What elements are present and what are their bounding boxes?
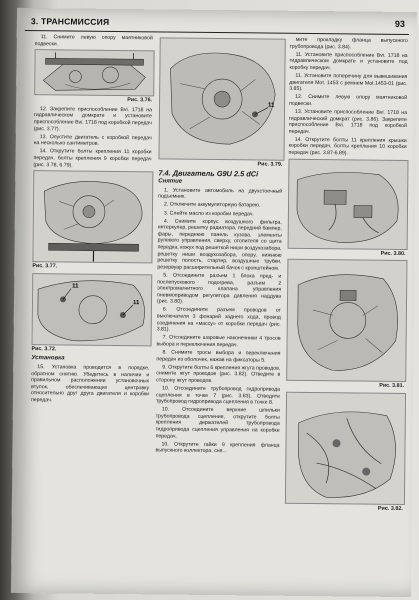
engine-side-illustration bbox=[160, 38, 285, 159]
page-header bbox=[25, 14, 409, 35]
paragraph: 14. Открутите болты крепления 11 коробки передач, болты крепления 9 коробки передач (рис. 3.78, 6.79). bbox=[33, 148, 152, 169]
left-column bbox=[31, 34, 153, 406]
paragraph: 5. Отсоедините разъем 1 блока пред- и послепускового подогрева, разъем 2 электромагнитного клапана управления пневмоприводом регулятора давления наддува (рис. 3.80). bbox=[156, 272, 282, 305]
book-page bbox=[11, 8, 417, 597]
paragraph: 6. Отсоедините разъем проводов от выключателя 3 фонарей заднего хода, провод соединения на «массу» от коробки передач (рис. 3.81). bbox=[156, 306, 281, 333]
figure-caption: Рис. 3.82. bbox=[377, 505, 403, 512]
paragraph: 10. Отсоедините трубопровод гидропривода сцепления в точке 7 (рис. 3.83). Отведите трубопровод гидропривода сцепления в точке 8. bbox=[155, 385, 281, 406]
figure-caption: Рис. 3.72. bbox=[31, 345, 57, 353]
figure-gearbox-bolts bbox=[32, 273, 153, 346]
paragraph: 1. Установите автомобиль на двухстоечный подъемник. bbox=[158, 187, 283, 201]
paragraph: 4. Снимите корпус воздушного фильтра, интеркулер, решетку радиатора, передний бампер, фары, переднюю панель кузова, элементы рулевого управления, сверху, отопителя со щита передка, кожух под решеткой ниши воздухозабора, решетку ниши воздухозабора, опору, нижнюю решетку полость, стартер, воздушные трубки, резервуар расширительный бачок с кронштейном. bbox=[157, 218, 282, 272]
paragraph: 12. Закрепите приспособление Bvi. 1718 на гидравлическом домкрате и установите приспособление Bvi. 1718 под коробкой передач (рис. 3.77). bbox=[33, 105, 153, 132]
figure-reverse-switch bbox=[286, 259, 407, 382]
paragraph: 9. Открутите болты 6 крепления жгута проводов, снимите жгут проводов (рис. 3.82). Отведите в сторону жгут проводов. bbox=[156, 364, 281, 384]
figure-caption: Рис. 3.76. bbox=[127, 97, 153, 104]
figure-caption: Рис. 3.79. bbox=[257, 161, 283, 168]
callout-label: 11 bbox=[72, 283, 79, 290]
paragraph: 8. Снимите тросы выбора и переключения передач из оболочек, нажав на фиксаторы 5. bbox=[156, 349, 281, 364]
paragraph: 12. Снимите левую опору маятниковой подвески. bbox=[289, 94, 408, 107]
figure-wiring-harness bbox=[285, 392, 406, 505]
paragraph: 3. Слейте масло из коробки передач. bbox=[163, 210, 254, 217]
figure-caption: Рис. 3.80. bbox=[380, 250, 406, 257]
paragraph: 14. Открутите болты 11 крепления крышки коробки передач, болты крепления 10 коробки передач (рис. 3.87-6.89). bbox=[288, 136, 407, 157]
paragraph: 10. Отсоедините верхние шпильки трубопровода сцепления, открутите болты крепления держателей трубопровода гидропривода сцепления управления на коробке передач. bbox=[155, 406, 280, 440]
engine-illustration bbox=[35, 50, 153, 95]
figure-caption: Рис. 3.77. bbox=[32, 263, 58, 270]
subheading-install: Установка bbox=[31, 355, 65, 362]
figure-gearbox-jack bbox=[32, 170, 153, 263]
paragraph: 11. Установите приспособление Bvi. 1718 на гидравлическом домкрате и установите под коробку передач. bbox=[289, 51, 408, 72]
callout-label: 11 bbox=[132, 299, 140, 306]
callout-label: 11 bbox=[268, 102, 275, 109]
gearbox-bolts-illustration bbox=[33, 274, 152, 345]
gearbox-jack-illustration bbox=[33, 171, 152, 262]
section-heading: 7.4. Двигатель G9U 2.5 dCi bbox=[158, 168, 259, 179]
paragraph: 13. Установите приспособление Bvi. 1718 на гидравлический домкрат (рис. 3.86). Закрепите приспособление Bvi. 1718 под коробкой передач. bbox=[288, 108, 408, 135]
wiring-harness-illustration bbox=[286, 393, 405, 504]
paragraph: 7. Отсоедините шаровые наконечники 4 тросов выбора и переключения передач. bbox=[156, 334, 281, 349]
figure-engine-side bbox=[158, 37, 285, 160]
subheading-removal: Снятие bbox=[158, 178, 183, 185]
reverse-switch-illustration bbox=[287, 260, 406, 381]
figure-engine-top bbox=[34, 49, 154, 96]
section-title: 3. ТРАНСМИССИЯ bbox=[30, 16, 110, 27]
paragraph: 11. Снимите левую опору маятниковой подвески. bbox=[34, 34, 153, 47]
paragraph: 2. Отключите аккумуляторную батарею. bbox=[163, 201, 261, 209]
paragraph: 10. Открутите гайки 9 крепления фланца выпускного коллектора, сня... bbox=[155, 441, 280, 455]
paragraph: мите прокладку фланца выпускного трубопровода (рис. 3.84). bbox=[289, 36, 408, 51]
middle-column bbox=[155, 35, 283, 457]
paragraph: 11. Установите поперечину для вывешивания двигателя Mot. 1453 с ремнем Mot.1453-01 (рис. 3.85). bbox=[289, 72, 408, 93]
page-number: 93 bbox=[394, 18, 405, 29]
paragraph: 15. Установка проводится в порядке, обратном снятию. Убедитесь в наличии и правильном расположении установочных втулок, обеспечивающих центровку относительно друг друга двигателя и коробки передач. bbox=[30, 364, 150, 404]
connectors-illustration bbox=[289, 159, 408, 248]
figure-connectors bbox=[288, 158, 409, 249]
figure-caption: Рис. 3.81. bbox=[379, 382, 405, 390]
paragraph: 13. Опустите двигатель с коробкой передач на несколько сантиметров. bbox=[33, 133, 152, 148]
right-column bbox=[285, 37, 408, 516]
